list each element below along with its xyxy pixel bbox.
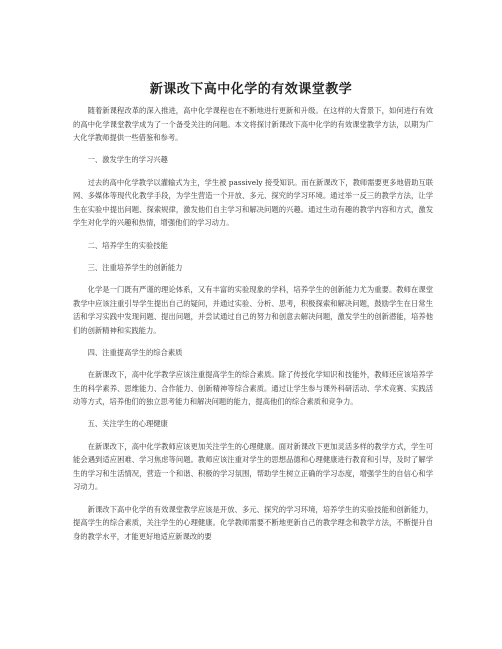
paragraph: 在新课改下，高中化学教学应该注重提高学生的综合素质。除了传授化学知识和技能外，教师还应该培养学生的科学素养、思维能力、合作能力、创新精神等综合素质。通过让学生参与课外科研活动、学术竞赛、实践活动等方式，培养他们的独立思考能力和解决问题的能力，提高他们的综合素质和竞争力。 <box>73 370 433 407</box>
paragraph: 在新课改下，高中化学教师应该更加关注学生的心理健康。面对新课改下更加灵活多样的教学方式，学生可能会遇到适应困难、学习焦虑等问题。教师应该注重对学生的思想品德和心理健康进行教育和引导，及时了解学生的学习和生活情况，营造一个和谐、积极的学习氛围，帮助学生树立正确的学习态度，增强学生的自信心和学习动力。 <box>73 441 433 492</box>
paragraph: 随着新课程改革的深入推进，高中化学课程也在不断地进行更新和升级。在这样的大背景下，如何进行有效的高中化学课堂教学成为了一个备受关注的问题。本文将探讨新课改下高中化学的有效课堂教学方法，以期为广大化学教师提供一些借鉴和参考。 <box>73 106 433 143</box>
document-body <box>73 104 433 552</box>
section-heading: 五、关注学生的心理健康 <box>87 419 168 429</box>
paragraph: 化学是一门既有严谨的理论体系，又有丰富的实验现象的学科，培养学生的创新能力尤为重要。教师在课堂教学中应该注重引导学生提出自己的疑问，并通过实验、分析、思考，积极探索和解决问题，鼓励学生在日常生活和学习实践中发现问题、提出问题，并尝试通过自己的努力和创意去解决问题，激发学生的创新潜能，培养他们的创新精神和实践能力。 <box>73 284 433 335</box>
section-heading: 三、注重培养学生的创新能力 <box>87 262 183 272</box>
section-heading: 四、注重提高学生的综合素质 <box>87 347 183 357</box>
document-title: 新课改下高中化学的有效课堂教学 <box>149 82 353 97</box>
section-heading: 二、培养学生的实验技能 <box>87 240 168 250</box>
paragraph: 新课改下高中化学的有效课堂教学应该是开放、多元、探究的学习环境，培养学生的实验技能和创新能力，提高学生的综合素质，关注学生的心理健康。化学教师需要不断地更新自己的教学理念和教学方法，不断提升自身的教学水平，才能更好地适应新课改的要 <box>73 504 433 541</box>
section-heading: 一、激发学生的学习兴趣 <box>87 155 168 165</box>
paragraph: 过去的高中化学教学以灌输式为主，学生被 passively 接受知识。而在新课改下，教师需要更多地借助互联网、多媒体等现代化教学手段，为学生营造一个开放、多元、探究的学习环境。通过举一反三的教学方法，让学生在实验中提出问题、探索规律，激发他们自主学习和解决问题的兴趣。通过生动有趣的教学内容和方式，激发学生对化学的兴趣和热情，增强他们的学习动力。 <box>73 177 433 228</box>
